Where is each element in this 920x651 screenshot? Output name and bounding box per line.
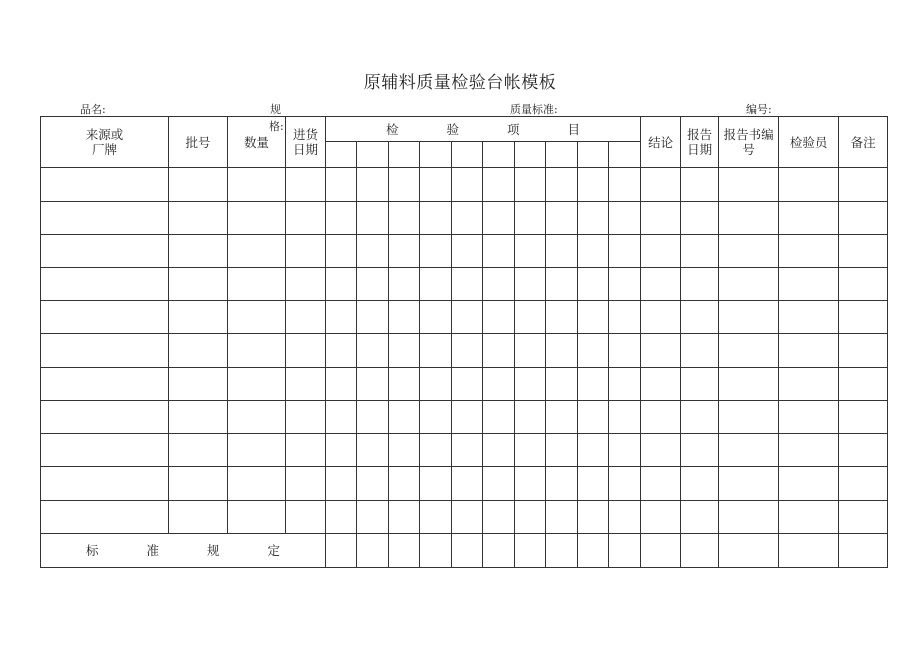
ledger-cell[interactable] <box>228 168 286 201</box>
ledger-cell[interactable] <box>452 267 483 300</box>
ledger-cell[interactable] <box>779 334 839 367</box>
ledger-cell[interactable] <box>41 301 169 334</box>
ledger-cell[interactable] <box>483 367 515 400</box>
inspection-ledger-table <box>40 116 888 568</box>
table-row <box>41 400 888 433</box>
ledger-cell[interactable] <box>420 267 452 300</box>
ledger-cell[interactable] <box>389 467 420 500</box>
ledger-cell[interactable] <box>839 467 888 500</box>
ledger-cell[interactable] <box>169 334 228 367</box>
ledger-cell[interactable] <box>452 334 483 367</box>
ledger-cell[interactable] <box>515 267 546 300</box>
inspection-char-1: 检 <box>386 121 399 137</box>
ledger-cell[interactable] <box>546 267 578 300</box>
ledger-cell[interactable] <box>546 201 578 234</box>
ledger-cell[interactable] <box>286 234 326 267</box>
standard-value-cell[interactable] <box>641 533 681 567</box>
ledger-cell[interactable] <box>228 434 286 467</box>
table-row <box>41 500 888 533</box>
inspection-item-cell[interactable] <box>357 142 389 168</box>
ledger-cell[interactable] <box>420 467 452 500</box>
ledger-cell[interactable] <box>228 400 286 433</box>
ledger-cell[interactable] <box>515 434 546 467</box>
ledger-cell[interactable] <box>681 400 719 433</box>
ledger-cell[interactable] <box>326 334 357 367</box>
inspection-item-cell[interactable] <box>515 142 546 168</box>
ledger-cell[interactable] <box>681 434 719 467</box>
ledger-cell[interactable] <box>839 500 888 533</box>
ledger-cell[interactable] <box>546 434 578 467</box>
ledger-cell[interactable] <box>228 301 286 334</box>
ledger-cell[interactable] <box>326 467 357 500</box>
ledger-cell[interactable] <box>719 400 779 433</box>
ledger-cell[interactable] <box>389 201 420 234</box>
ledger-cell[interactable] <box>286 400 326 433</box>
ledger-cell[interactable] <box>839 334 888 367</box>
header-inspection-items <box>326 117 641 142</box>
standard-value-cell[interactable] <box>719 533 779 567</box>
standard-value-cell[interactable] <box>326 533 357 567</box>
inspection-item-cell[interactable] <box>609 142 641 168</box>
serial-no-label: 编号: <box>746 103 772 116</box>
ledger-cell[interactable] <box>839 367 888 400</box>
ledger-cell[interactable] <box>839 201 888 234</box>
ledger-cell[interactable] <box>357 267 389 300</box>
ledger-cell[interactable] <box>228 334 286 367</box>
inspection-item-cell[interactable] <box>420 142 452 168</box>
header-remarks: 备注 <box>839 117 888 168</box>
ledger-cell[interactable] <box>169 201 228 234</box>
ledger-cell[interactable] <box>326 500 357 533</box>
table-row <box>41 301 888 334</box>
ledger-cell[interactable] <box>515 168 546 201</box>
ledger-cell[interactable] <box>452 400 483 433</box>
ledger-cell[interactable] <box>641 367 681 400</box>
ledger-cell[interactable] <box>228 201 286 234</box>
standard-char-4: 定 <box>267 542 280 558</box>
ledger-cell[interactable] <box>41 500 169 533</box>
ledger-cell[interactable] <box>779 234 839 267</box>
table-row <box>41 267 888 300</box>
ledger-cell[interactable] <box>515 500 546 533</box>
ledger-cell[interactable] <box>546 467 578 500</box>
inspection-item-cell[interactable] <box>578 142 609 168</box>
ledger-cell[interactable] <box>483 201 515 234</box>
document-title: 原辅料质量检验台帐模板 <box>363 73 557 93</box>
ledger-cell[interactable] <box>169 267 228 300</box>
ledger-cell[interactable] <box>681 267 719 300</box>
ledger-cell[interactable] <box>578 400 609 433</box>
ledger-cell[interactable] <box>389 301 420 334</box>
product-name-label: 品名: <box>80 103 106 116</box>
ledger-cell[interactable] <box>420 201 452 234</box>
standard-value-cell[interactable] <box>389 533 420 567</box>
ledger-cell[interactable] <box>779 301 839 334</box>
ledger-cell[interactable] <box>357 234 389 267</box>
ledger-cell[interactable] <box>681 334 719 367</box>
ledger-cell[interactable] <box>326 367 357 400</box>
ledger-cell[interactable] <box>452 234 483 267</box>
ledger-cell[interactable] <box>578 201 609 234</box>
ledger-cell[interactable] <box>641 201 681 234</box>
ledger-cell[interactable] <box>609 434 641 467</box>
ledger-cell[interactable] <box>41 201 169 234</box>
ledger-cell[interactable] <box>839 234 888 267</box>
ledger-cell[interactable] <box>483 400 515 433</box>
ledger-cell[interactable] <box>681 500 719 533</box>
standard-value-cell[interactable] <box>515 533 546 567</box>
ledger-cell[interactable] <box>779 467 839 500</box>
ledger-cell[interactable] <box>609 367 641 400</box>
header-report-date-line2: 日期 <box>687 142 713 158</box>
ledger-cell[interactable] <box>779 400 839 433</box>
ledger-cell[interactable] <box>389 400 420 433</box>
table-row <box>41 467 888 500</box>
ledger-cell[interactable] <box>286 267 326 300</box>
ledger-cell[interactable] <box>357 334 389 367</box>
ledger-cell[interactable] <box>515 201 546 234</box>
standard-label-cell <box>41 533 326 567</box>
ledger-cell[interactable] <box>420 168 452 201</box>
ledger-cell[interactable] <box>41 168 169 201</box>
ledger-cell[interactable] <box>515 234 546 267</box>
ledger-cell[interactable] <box>326 267 357 300</box>
ledger-cell[interactable] <box>286 367 326 400</box>
ledger-cell[interactable] <box>389 367 420 400</box>
quality-standard-label: 质量标准: <box>510 103 558 116</box>
header-inspector: 检验员 <box>779 117 839 168</box>
ledger-cell[interactable] <box>41 434 169 467</box>
header-row <box>41 117 888 142</box>
ledger-cell[interactable] <box>357 467 389 500</box>
ledger-cell[interactable] <box>452 367 483 400</box>
header-arrival-line2: 日期 <box>292 142 318 158</box>
ledger-cell[interactable] <box>515 400 546 433</box>
ledger-cell[interactable] <box>326 434 357 467</box>
ledger-cell[interactable] <box>169 301 228 334</box>
ledger-cell[interactable] <box>169 500 228 533</box>
standard-row <box>41 533 888 567</box>
ledger-cell[interactable] <box>420 234 452 267</box>
ledger-cell[interactable] <box>389 168 420 201</box>
ledger-cell[interactable] <box>609 467 641 500</box>
ledger-cell[interactable] <box>719 201 779 234</box>
ledger-cell[interactable] <box>286 301 326 334</box>
ledger-cell[interactable] <box>169 234 228 267</box>
header-report-no-cell <box>719 117 779 168</box>
ledger-cell[interactable] <box>326 234 357 267</box>
ledger-cell[interactable] <box>578 434 609 467</box>
ledger-cell[interactable] <box>719 467 779 500</box>
header-conclusion: 结论 <box>641 117 681 168</box>
ledger-cell[interactable] <box>420 334 452 367</box>
ledger-cell[interactable] <box>719 434 779 467</box>
ledger-cell[interactable] <box>286 467 326 500</box>
standard-value-cell[interactable] <box>420 533 452 567</box>
ledger-cell[interactable] <box>779 500 839 533</box>
ledger-cell[interactable] <box>228 267 286 300</box>
ledger-cell[interactable] <box>483 434 515 467</box>
inspection-item-cell[interactable] <box>452 142 483 168</box>
ledger-cell[interactable] <box>681 301 719 334</box>
ledger-cell[interactable] <box>719 500 779 533</box>
ledger-cell[interactable] <box>641 267 681 300</box>
ledger-cell[interactable] <box>779 201 839 234</box>
ledger-cell[interactable] <box>546 301 578 334</box>
ledger-cell[interactable] <box>641 168 681 201</box>
ledger-cell[interactable] <box>41 267 169 300</box>
ledger-cell[interactable] <box>420 301 452 334</box>
ledger-cell[interactable] <box>452 301 483 334</box>
ledger-cell[interactable] <box>326 201 357 234</box>
inspection-item-cell[interactable] <box>326 142 357 168</box>
ledger-cell[interactable] <box>779 267 839 300</box>
ledger-cell[interactable] <box>578 334 609 367</box>
ledger-cell[interactable] <box>389 234 420 267</box>
ledger-cell[interactable] <box>609 301 641 334</box>
ledger-cell[interactable] <box>546 367 578 400</box>
ledger-cell[interactable] <box>681 201 719 234</box>
ledger-cell[interactable] <box>578 500 609 533</box>
table-row <box>41 434 888 467</box>
ledger-cell[interactable] <box>389 434 420 467</box>
ledger-cell[interactable] <box>839 301 888 334</box>
header-quantity: 数量 <box>228 117 286 168</box>
ledger-cell[interactable] <box>779 168 839 201</box>
standard-value-cell[interactable] <box>452 533 483 567</box>
ledger-cell[interactable] <box>609 168 641 201</box>
ledger-cell[interactable] <box>169 400 228 433</box>
header-batch-no: 批号 <box>169 117 228 168</box>
ledger-cell[interactable] <box>420 400 452 433</box>
standard-value-cell[interactable] <box>779 533 839 567</box>
inspection-char-4: 目 <box>567 121 581 137</box>
ledger-cell[interactable] <box>609 267 641 300</box>
ledger-cell[interactable] <box>420 367 452 400</box>
ledger-cell[interactable] <box>228 367 286 400</box>
standard-value-cell[interactable] <box>357 533 389 567</box>
ledger-cell[interactable] <box>515 467 546 500</box>
ledger-cell[interactable] <box>452 500 483 533</box>
ledger-cell[interactable] <box>228 467 286 500</box>
table-row <box>41 234 888 267</box>
ledger-cell[interactable] <box>483 467 515 500</box>
ledger-cell[interactable] <box>483 500 515 533</box>
ledger-cell[interactable] <box>452 168 483 201</box>
ledger-cell[interactable] <box>609 234 641 267</box>
ledger-cell[interactable] <box>681 168 719 201</box>
standard-char-3: 规 <box>206 542 220 558</box>
ledger-cell[interactable] <box>578 301 609 334</box>
ledger-cell[interactable] <box>641 500 681 533</box>
ledger-cell[interactable] <box>357 400 389 433</box>
ledger-cell[interactable] <box>609 500 641 533</box>
standard-value-cell[interactable] <box>483 533 515 567</box>
ledger-cell[interactable] <box>641 434 681 467</box>
ledger-cell[interactable] <box>681 234 719 267</box>
ledger-cell[interactable] <box>515 301 546 334</box>
inspection-char-2: 验 <box>446 121 460 137</box>
ledger-cell[interactable] <box>41 367 169 400</box>
ledger-cell[interactable] <box>389 500 420 533</box>
ledger-cell[interactable] <box>839 168 888 201</box>
ledger-cell[interactable] <box>681 467 719 500</box>
ledger-cell[interactable] <box>41 334 169 367</box>
standard-value-cell[interactable] <box>546 533 578 567</box>
ledger-cell[interactable] <box>515 367 546 400</box>
ledger-cell[interactable] <box>779 434 839 467</box>
ledger-cell[interactable] <box>483 267 515 300</box>
header-report-date-line1: 报告 <box>687 127 713 143</box>
inspection-item-cell[interactable] <box>389 142 420 168</box>
ledger-cell[interactable] <box>779 367 839 400</box>
ledger-cell[interactable] <box>326 400 357 433</box>
ledger-cell[interactable] <box>719 234 779 267</box>
inspection-char-3: 项 <box>507 121 520 137</box>
ledger-cell[interactable] <box>641 400 681 433</box>
ledger-cell[interactable] <box>357 201 389 234</box>
ledger-cell[interactable] <box>286 201 326 234</box>
ledger-cell[interactable] <box>286 334 326 367</box>
ledger-cell[interactable] <box>681 367 719 400</box>
ledger-cell[interactable] <box>389 334 420 367</box>
spec-label-top: 规 <box>270 103 281 116</box>
ledger-cell[interactable] <box>452 434 483 467</box>
ledger-cell[interactable] <box>169 168 228 201</box>
ledger-cell[interactable] <box>641 301 681 334</box>
ledger-cell[interactable] <box>169 467 228 500</box>
ledger-cell[interactable] <box>546 500 578 533</box>
ledger-cell[interactable] <box>641 234 681 267</box>
ledger-cell[interactable] <box>546 234 578 267</box>
ledger-cell[interactable] <box>357 367 389 400</box>
ledger-cell[interactable] <box>546 400 578 433</box>
spec-label-bottom: 格: <box>269 120 284 133</box>
standard-value-cell[interactable] <box>839 533 888 567</box>
ledger-cell[interactable] <box>326 168 357 201</box>
ledger-cell[interactable] <box>719 267 779 300</box>
ledger-cell[interactable] <box>839 434 888 467</box>
ledger-cell[interactable] <box>286 434 326 467</box>
header-arrival-date-cell <box>286 117 326 168</box>
ledger-cell[interactable] <box>228 500 286 533</box>
standard-char-1: 标 <box>85 542 99 558</box>
ledger-cell[interactable] <box>41 234 169 267</box>
header-source-line1: 来源或 <box>85 127 124 143</box>
ledger-cell[interactable] <box>719 334 779 367</box>
ledger-cell[interactable] <box>357 301 389 334</box>
standard-char-2: 准 <box>146 542 159 558</box>
ledger-cell[interactable] <box>578 467 609 500</box>
table-row <box>41 201 888 234</box>
ledger-cell[interactable] <box>609 201 641 234</box>
ledger-cell[interactable] <box>515 334 546 367</box>
ledger-cell[interactable] <box>609 400 641 433</box>
inspection-item-cell[interactable] <box>546 142 578 168</box>
ledger-cell[interactable] <box>839 400 888 433</box>
table-row <box>41 367 888 400</box>
header-report-no-line2: 号 <box>742 142 755 158</box>
ledger-cell[interactable] <box>452 201 483 234</box>
ledger-cell[interactable] <box>357 500 389 533</box>
ledger-cell[interactable] <box>41 400 169 433</box>
header-arrival-line1: 进货 <box>292 127 318 143</box>
table-row <box>41 334 888 367</box>
ledger-cell[interactable] <box>546 334 578 367</box>
ledger-cell[interactable] <box>228 234 286 267</box>
ledger-cell[interactable] <box>578 267 609 300</box>
ledger-cell[interactable] <box>483 168 515 201</box>
ledger-cell[interactable] <box>326 301 357 334</box>
ledger-cell[interactable] <box>719 301 779 334</box>
ledger-cell[interactable] <box>169 434 228 467</box>
ledger-cell[interactable] <box>719 367 779 400</box>
ledger-cell[interactable] <box>719 168 779 201</box>
header-source-cell <box>41 117 169 168</box>
standard-value-cell[interactable] <box>681 533 719 567</box>
ledger-cell[interactable] <box>452 467 483 500</box>
ledger-cell[interactable] <box>357 168 389 201</box>
header-source-line2: 厂牌 <box>91 142 117 158</box>
standard-value-cell[interactable] <box>609 533 641 567</box>
ledger-cell[interactable] <box>357 434 389 467</box>
table-row <box>41 168 888 201</box>
ledger-cell[interactable] <box>420 500 452 533</box>
ledger-cell[interactable] <box>169 367 228 400</box>
ledger-cell[interactable] <box>641 467 681 500</box>
ledger-cell[interactable] <box>641 334 681 367</box>
ledger-body <box>41 168 888 533</box>
ledger-cell[interactable] <box>578 367 609 400</box>
ledger-cell[interactable] <box>286 500 326 533</box>
header-report-no-line1: 报告书编 <box>723 127 774 143</box>
standard-value-cell[interactable] <box>578 533 609 567</box>
ledger-cell[interactable] <box>41 467 169 500</box>
header-report-date-cell <box>681 117 719 168</box>
ledger-cell[interactable] <box>389 267 420 300</box>
inspection-item-cell[interactable] <box>483 142 515 168</box>
ledger-cell[interactable] <box>286 168 326 201</box>
ledger-cell[interactable] <box>578 234 609 267</box>
ledger-cell[interactable] <box>483 334 515 367</box>
ledger-cell[interactable] <box>483 301 515 334</box>
ledger-cell[interactable] <box>420 434 452 467</box>
ledger-cell[interactable] <box>609 334 641 367</box>
ledger-cell[interactable] <box>546 168 578 201</box>
ledger-cell[interactable] <box>483 234 515 267</box>
ledger-cell[interactable] <box>578 168 609 201</box>
ledger-cell[interactable] <box>839 267 888 300</box>
